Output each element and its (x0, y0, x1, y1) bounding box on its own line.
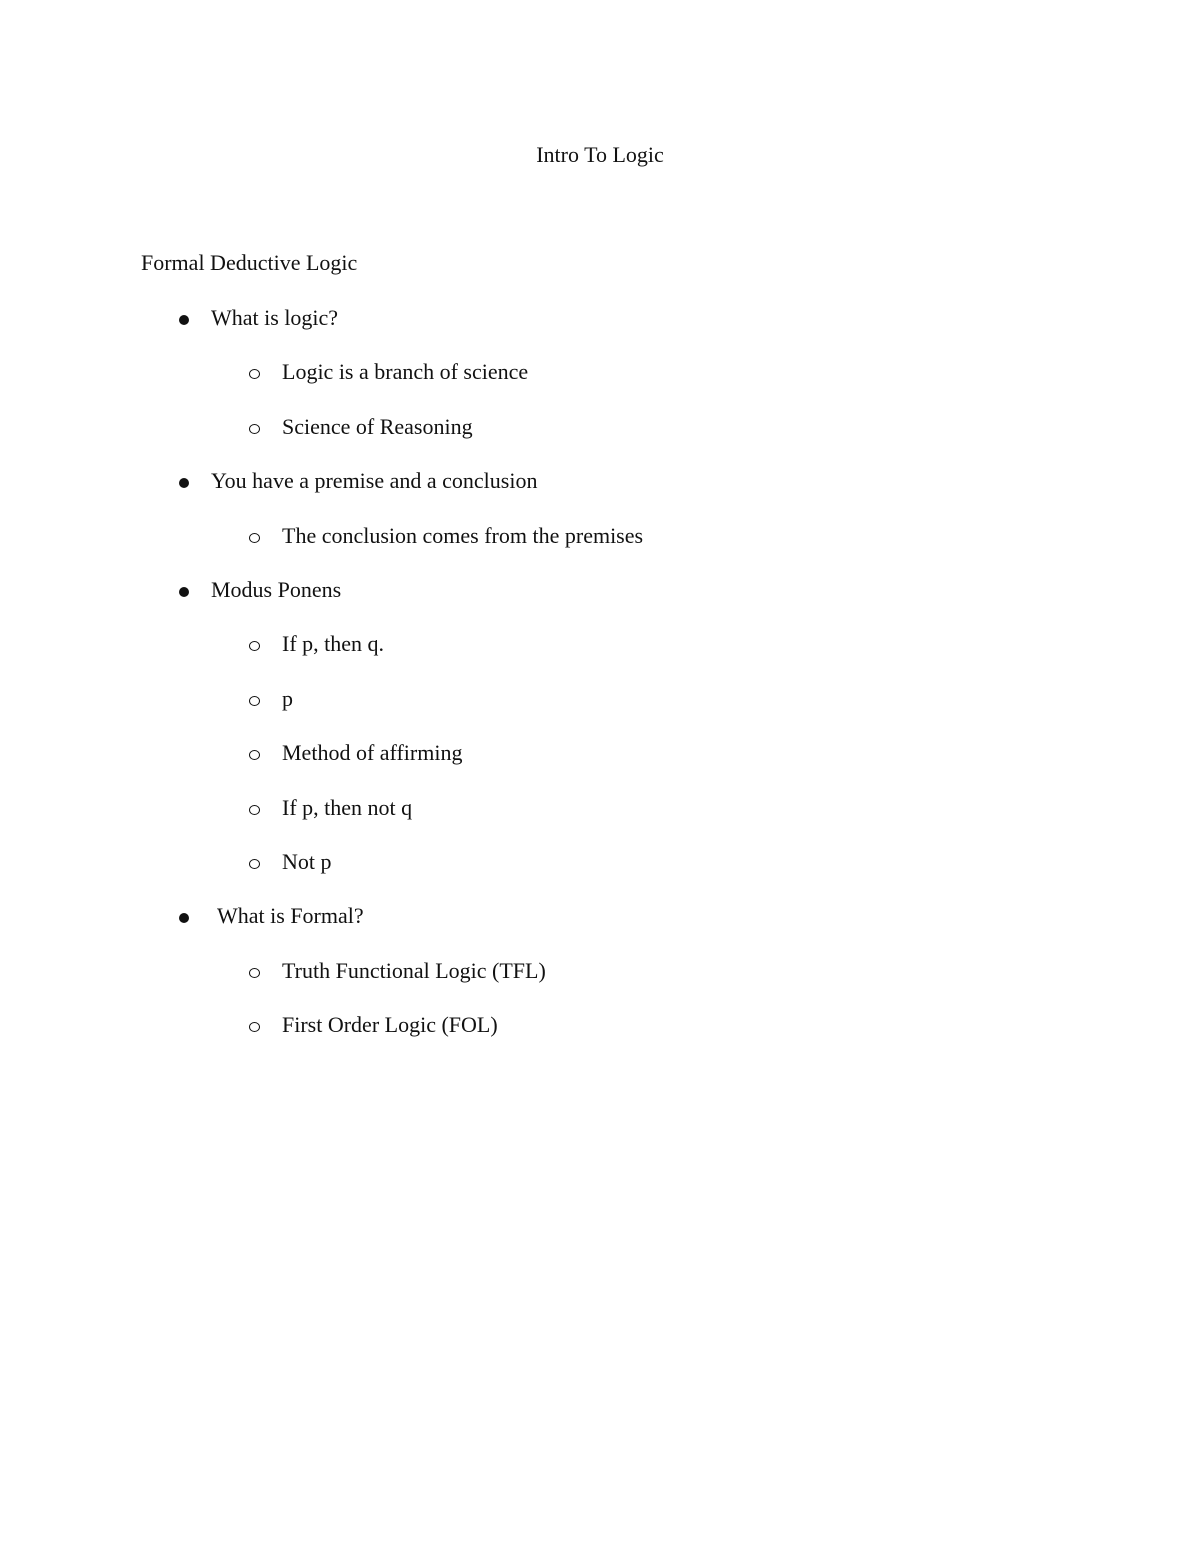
filled-bullet-icon (179, 315, 189, 325)
outline-subitem-text: Logic is a branch of science (282, 359, 529, 385)
filled-bullet-icon (179, 587, 189, 597)
hollow-bullet-icon (249, 533, 260, 543)
outline-subitem-text: p (282, 685, 293, 711)
outline-subitem-text: Not p (282, 848, 332, 874)
filled-bullet-icon (179, 913, 189, 923)
document-title: Intro To Logic (536, 142, 664, 167)
outline-subitem-text: If p, then q. (282, 631, 385, 657)
outline-subitem-text: Science of Reasoning (282, 413, 473, 439)
hollow-bullet-icon (249, 369, 260, 379)
hollow-bullet-icon (249, 424, 260, 434)
outline-item-text: Modus Ponens (211, 576, 342, 602)
filled-bullet-icon (179, 478, 189, 488)
outline-subitem-text: Truth Functional Logic (TFL) (282, 957, 546, 983)
outline-item-text: What is logic? (211, 305, 339, 330)
outline-item-text: You have a premise and a conclusion (211, 468, 538, 494)
outline-subitem-text: First Order Logic (FOL) (282, 1012, 498, 1038)
hollow-bullet-icon (249, 1022, 260, 1032)
hollow-bullet-icon (249, 696, 260, 706)
outline-subitem-text: The conclusion comes from the premises (282, 522, 644, 548)
hollow-bullet-icon (249, 968, 260, 978)
hollow-bullet-icon (249, 750, 260, 760)
outline-item-text: What is Formal? (217, 903, 364, 929)
hollow-bullet-icon (249, 859, 260, 869)
hollow-bullet-icon (249, 805, 260, 815)
hollow-bullet-icon (249, 641, 260, 651)
outline-subitem-text: If p, then not q (282, 794, 413, 820)
section-heading: Formal Deductive Logic (141, 250, 358, 275)
outline-subitem-text: Method of affirming (282, 740, 463, 766)
